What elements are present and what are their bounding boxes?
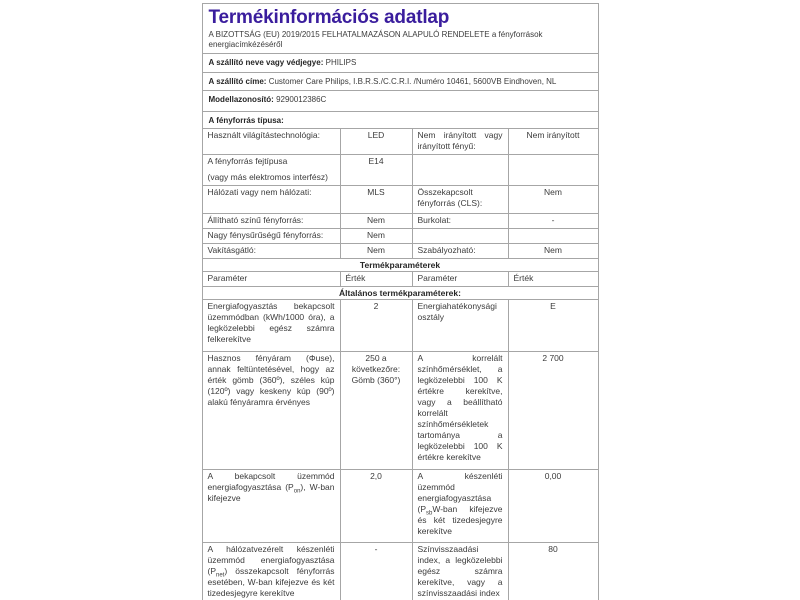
regulation-subtitle: A BIZOTTSÁG (EU) 2019/2015 FELHATALMAZÁSON ALAPULÓ RENDELETE a fényforrások energiacímkézéséről	[208, 30, 543, 49]
page-title: Termékinformációs adatlap	[208, 7, 450, 28]
value-cell: E14	[340, 155, 412, 185]
table-row	[203, 214, 598, 229]
column-header: Paraméter	[412, 272, 508, 286]
supplier-name-label: A szállító neve vagy védjegye:	[208, 58, 324, 67]
model-id-row	[203, 91, 598, 112]
param-line-2: (vagy más elektromos interfész)	[207, 172, 328, 182]
column-header: Érték	[508, 272, 598, 286]
value-cell: Nem irányított	[508, 129, 598, 154]
param-cell: Nem irányított vagy irányított fényű:	[412, 129, 508, 154]
subscript: on	[293, 488, 301, 495]
param-cell: Energiafogyasztás bekapcsolt üzemmódban (kWh/1000 óra), a legközelebbi egész számra felkerekítve	[207, 301, 335, 344]
param-cell: Állítható színű fényforrás:	[207, 215, 304, 225]
model-id-label: Modellazonosító:	[208, 95, 274, 104]
supplier-address-label: A szállító címe:	[208, 77, 267, 86]
value-cell: 250 a következőre: Gömb (360°)	[340, 352, 412, 469]
param-cell: Burkolat:	[412, 214, 508, 228]
param-cell	[203, 470, 340, 542]
supplier-name-value: PHILIPS	[325, 58, 357, 67]
table-row	[203, 155, 598, 186]
param-line-1: A fényforrás fejtípusa	[207, 156, 288, 166]
param-cell: Összekapcsolt fényforrás (CLS):	[412, 186, 508, 213]
subscript: net	[216, 572, 225, 579]
section-header-general-params: Általános termékparaméterek:	[203, 287, 598, 300]
table-row	[203, 186, 598, 214]
param-text: W-ban kifejezve és két tizedesjegyre kerekítve	[417, 504, 503, 536]
param-cell: Színvisszaadási index, a legközelebbi egész számra kerekítve, vagy a színvisszaadási index	[412, 543, 508, 600]
value-cell: 0,00	[508, 470, 598, 542]
param-cell	[203, 543, 340, 600]
datasheet-document	[202, 3, 599, 600]
param-text: ), W-ban kifejezve	[207, 482, 335, 503]
value-cell	[508, 229, 598, 243]
param-cell: Vakításgátló:	[207, 245, 257, 255]
table-row	[203, 129, 598, 155]
value-cell: 2,0	[340, 470, 412, 542]
param-cell: Energiahatékonysági osztály	[412, 300, 508, 351]
supplier-address-value: Customer Care Philips, I.B.R.S./C.C.R.I. /Numéro 10461, 5600VB Eindhoven, NL	[268, 77, 557, 86]
value-cell: 2	[340, 300, 412, 351]
value-cell: E	[508, 300, 598, 351]
param-cell	[412, 155, 508, 185]
column-header: Paraméter	[207, 273, 248, 283]
table-row	[203, 470, 598, 543]
value-cell: Nem	[340, 214, 412, 228]
value-cell: MLS	[340, 186, 412, 213]
param-header-row	[203, 272, 598, 287]
value-cell: Nem	[340, 229, 412, 243]
table-row	[203, 229, 598, 244]
table-row	[203, 300, 598, 352]
param-cell	[412, 229, 508, 243]
value-cell	[508, 155, 598, 185]
source-type-row	[203, 112, 598, 129]
supplier-address-row	[203, 73, 598, 91]
param-text: A bekapcsolt üzemmód energiafogyasztása (P	[207, 471, 335, 492]
title-block	[203, 4, 598, 54]
table-row	[203, 244, 598, 259]
source-type-label: A fényforrás típusa:	[208, 116, 284, 125]
param-cell: Szabályozható:	[412, 244, 508, 258]
param-text: A hálózatvezérelt készenléti üzemmód energiafogyasztása (P	[207, 544, 335, 576]
param-cell: A korrelált színhőmérséklet, a legközelebbi 100 K értékre kerekítve, vagy a beállítható korrelált színhőmérsékletek tartománya a legközelebbi 100 K értékre kerekítve	[412, 352, 508, 469]
table-row	[203, 543, 598, 600]
param-cell: Nagy fénysűrűségű fényforrás:	[207, 230, 324, 240]
model-id-value: 9290012386C	[276, 95, 327, 104]
table-row	[203, 352, 598, 470]
value-cell: Nem	[508, 186, 598, 213]
subscript: sb	[426, 510, 433, 517]
column-header: Érték	[340, 272, 412, 286]
value-cell: -	[508, 214, 598, 228]
param-cell: Hasznos fényáram (Φuse), annak feltüntetésével, hogy az érték gömb (360º), széles kúp (120º) vagy keskeny kúp (90º) alakú fényáramra érvényes	[207, 353, 335, 407]
supplier-name-row	[203, 54, 598, 73]
param-cell	[203, 155, 340, 185]
value-cell: LED	[340, 129, 412, 154]
param-cell: Használt világítástechnológia:	[207, 130, 320, 140]
param-text: A készenléti üzemmód energiafogyasztása (P	[417, 471, 503, 514]
value-cell: 2 700	[508, 352, 598, 469]
value-cell: 80	[508, 543, 598, 600]
value-cell: Nem	[508, 244, 598, 258]
value-cell: Nem	[340, 244, 412, 258]
value-cell: -	[340, 543, 412, 600]
param-text: ) összekapcsolt fényforrás esetében, W-ban kifejezve és két tizedesjegyre kerekítve	[207, 566, 335, 598]
param-cell: Hálózati vagy nem hálózati:	[207, 187, 312, 197]
param-cell	[412, 470, 508, 542]
section-header-product-params: Termékparaméterek	[203, 259, 598, 272]
